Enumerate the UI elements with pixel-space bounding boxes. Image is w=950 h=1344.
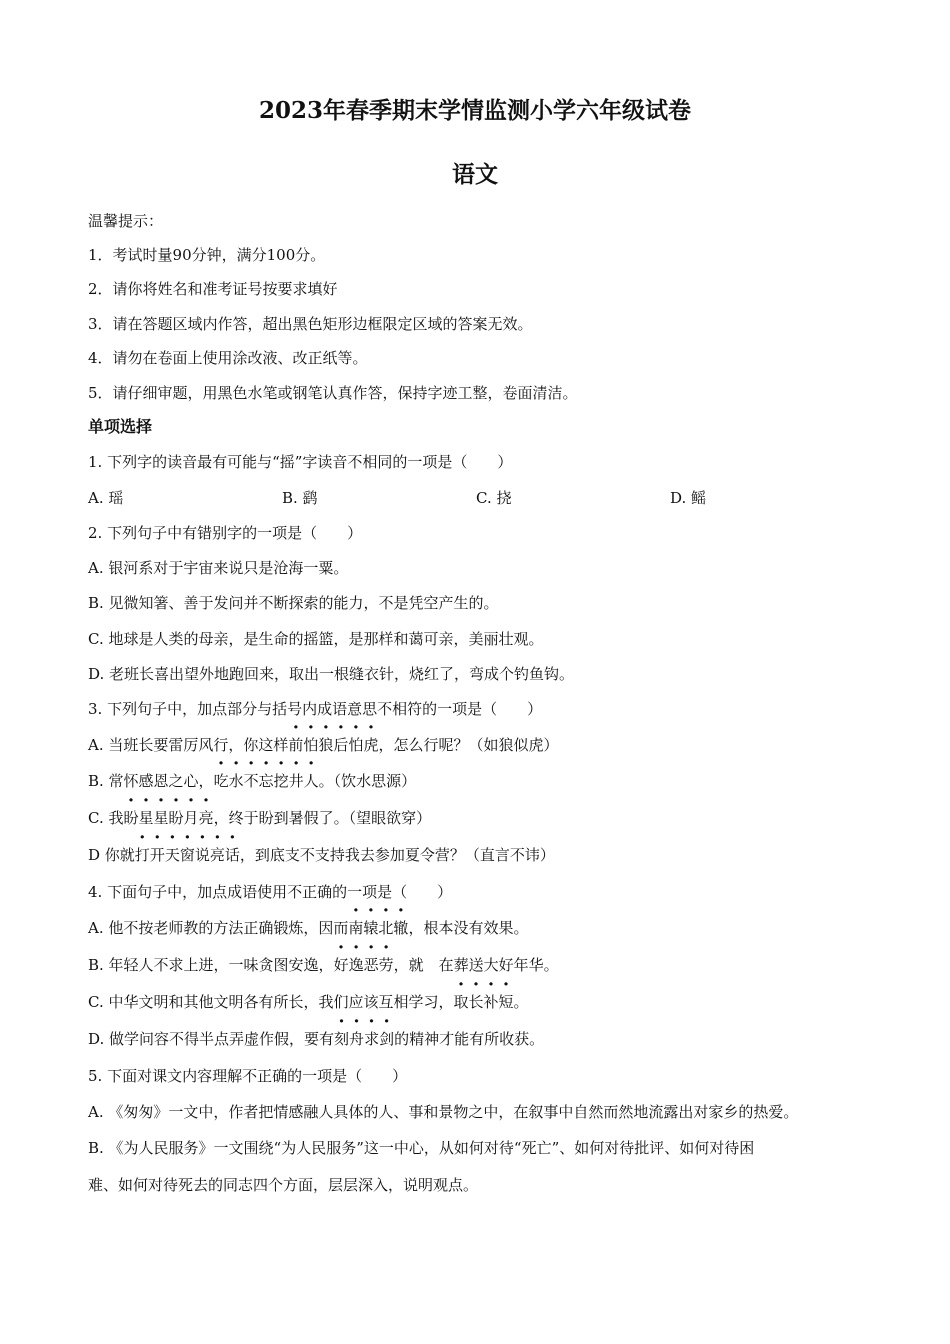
option-b	[88, 954, 888, 976]
emphasis-char: 月	[183, 809, 199, 827]
option-text: D 你就	[88, 846, 135, 864]
emphasis-char: 劳	[378, 956, 394, 974]
option-b: B. 《为人民服务》一文围绕“为人民服务”这一中心，从如何对待“死亡”、如何对待批评、如何对待困	[88, 1139, 755, 1157]
note-item: 4．请勿在卷面上使用涂改液、改正纸等。	[88, 349, 368, 367]
option-b	[88, 770, 888, 792]
option-a	[88, 734, 888, 756]
question-stem-1: 1. 下列字的读音最有可能与“摇”字读音不相同的一项是（ ）	[88, 453, 513, 471]
emphasis-char: 前	[288, 736, 304, 754]
emphasis-char: 剑	[379, 1030, 395, 1048]
option-d: D. 鳐	[670, 489, 707, 507]
note-item: 5．请仔细审题，用黑色水笔或钢笔认真作答，保持字迹工整，卷面清洁。	[88, 384, 578, 402]
question-stem-4: 4. 下面句子中，加点成语使用不正确的一项是（ ）	[88, 883, 453, 901]
option-text: A. 当班长要雷厉风行，你这样	[88, 736, 289, 754]
emphasis-char: 挖	[273, 772, 289, 790]
emphasis-char: 补	[483, 993, 499, 1011]
emphasis-char: 话	[224, 846, 240, 864]
option-d	[88, 1028, 888, 1050]
emphasis-char: 不	[243, 772, 259, 790]
note-item: 3．请在答题区域内作答，超出黑色矩形边框限定区域的答案无效。	[88, 315, 533, 333]
dotted-phrase	[348, 919, 408, 937]
dotted-phrase	[214, 772, 319, 790]
option-text: B. 年轻人不求上进，一味贪图安逸，	[88, 956, 334, 974]
subject-title: 语文	[452, 161, 498, 188]
emphasis-char: 亮	[209, 846, 225, 864]
emphasis-char: 天	[164, 846, 180, 864]
notes-heading: 温馨提示：	[88, 212, 164, 230]
emphasis-char: 星	[153, 809, 169, 827]
option-text: 。（饮水思源）	[318, 772, 417, 790]
option-text: ，到底支不支持我去参加夏令营？（直言不讳）	[239, 846, 555, 864]
emphasis-char: 窗	[179, 846, 195, 864]
note-item: 2．请你将姓名和准考证号按要求填好	[88, 280, 338, 298]
emphasis-char: 求	[364, 1030, 380, 1048]
option-a: A. 瑶	[88, 489, 124, 507]
emphasis-char: 人	[303, 772, 319, 790]
emphasis-char: 辕	[363, 919, 379, 937]
option-text: 。	[513, 993, 529, 1011]
emphasis-char: 北	[378, 919, 394, 937]
option-d: D. 老班长喜出望外地跑回来，取出一根缝衣针，烧红了，弯成个钓鱼钩。	[88, 665, 575, 683]
option-text: ，根本没有效果。	[408, 919, 529, 937]
option-c: C. 挠	[476, 489, 512, 507]
emphasis-char: 忘	[258, 772, 274, 790]
question-stem-2: 2. 下列句子中有错别字的一项是（ ）	[88, 524, 363, 542]
note-item: 1．考试时量90分钟，满分100分。	[88, 246, 326, 264]
option-c: C. 地球是人类的母亲，是生命的摇篮，是那样和蔼可亲，美丽壮观。	[88, 630, 544, 648]
dotted-phrase	[135, 846, 240, 864]
emphasis-char: 短	[498, 993, 514, 1011]
option-b-continued: 难、如何对待死去的同志四个方面，层层深入，说明观点。	[88, 1176, 479, 1194]
emphasis-char: 怕	[303, 736, 319, 754]
exam-title: 2023年春季期末学情监测小学六年级试卷	[258, 97, 691, 124]
option-text: 的精神才能有所收获。	[394, 1030, 545, 1048]
question-stem-5: 5. 下面对课文内容理解不正确的一项是（ ）	[88, 1067, 408, 1085]
option-a	[88, 917, 888, 939]
option-d	[88, 844, 888, 866]
emphasis-char: 说	[194, 846, 210, 864]
emphasis-char: 水	[228, 772, 244, 790]
dotted-phrase	[288, 736, 378, 754]
option-text: A. 他不按老师教的方法正确锻炼，因而	[88, 919, 349, 937]
emphasis-char: 开	[149, 846, 165, 864]
dotted-phrase	[453, 993, 513, 1011]
emphasis-char: 怕	[348, 736, 364, 754]
option-c	[88, 807, 888, 829]
option-text: B. 常怀感恩之心，	[88, 772, 214, 790]
emphasis-char: 井	[288, 772, 304, 790]
emphasis-char: 长	[468, 993, 484, 1011]
dotted-phrase	[123, 809, 213, 827]
emphasis-char: 狼	[318, 736, 334, 754]
option-text: ，就 在葬送大好年华。	[393, 956, 559, 974]
emphasis-char: 打	[134, 846, 150, 864]
option-text: ，怎么行呢？（如狼似虎）	[378, 736, 559, 754]
emphasis-char: 南	[348, 919, 364, 937]
emphasis-char: 盼	[123, 809, 139, 827]
emphasis-char: 舟	[349, 1030, 365, 1048]
emphasis-char: 亮	[198, 809, 214, 827]
question-stem-3: 3. 下列句子中，加点部分与括号内成语意思不相符的一项是（ ）	[88, 700, 543, 718]
option-text: C. 中华文明和其他文明各有所长，我们应该互相学习，	[88, 993, 454, 1011]
option-a: A. 《匆匆》一文中，作者把情感融人具体的人、事和景物之中，在叙事中自然而然地流露出对家乡的热爱。	[88, 1103, 799, 1121]
option-text: D. 做学问容不得半点弄虚作假，要有	[88, 1030, 335, 1048]
emphasis-char: 逸	[348, 956, 364, 974]
emphasis-char: 好	[333, 956, 349, 974]
dotted-phrase	[334, 1030, 394, 1048]
emphasis-char: 虎	[363, 736, 379, 754]
section-title: 单项选择	[88, 417, 153, 436]
emphasis-char: 星	[138, 809, 154, 827]
emphasis-char: 辙	[393, 919, 409, 937]
option-c	[88, 991, 888, 1013]
option-text: C. 我	[88, 809, 124, 827]
option-text: ，终于盼到暑假了。（望眼欲穿）	[213, 809, 432, 827]
emphasis-char: 吃	[213, 772, 229, 790]
option-a: A. 银河系对于宇宙来说只是沧海一粟。	[88, 559, 349, 577]
dotted-phrase	[334, 956, 394, 974]
emphasis-char: 恶	[363, 956, 379, 974]
emphasis-char: 盼	[168, 809, 184, 827]
emphasis-char: 取	[453, 993, 469, 1011]
emphasis-char: 后	[333, 736, 349, 754]
option-b: B. 鹞	[282, 489, 318, 507]
emphasis-char: 刻	[334, 1030, 350, 1048]
option-b: B. 见微知箸、善于发问并不断探索的能力，不是凭空产生的。	[88, 594, 499, 612]
